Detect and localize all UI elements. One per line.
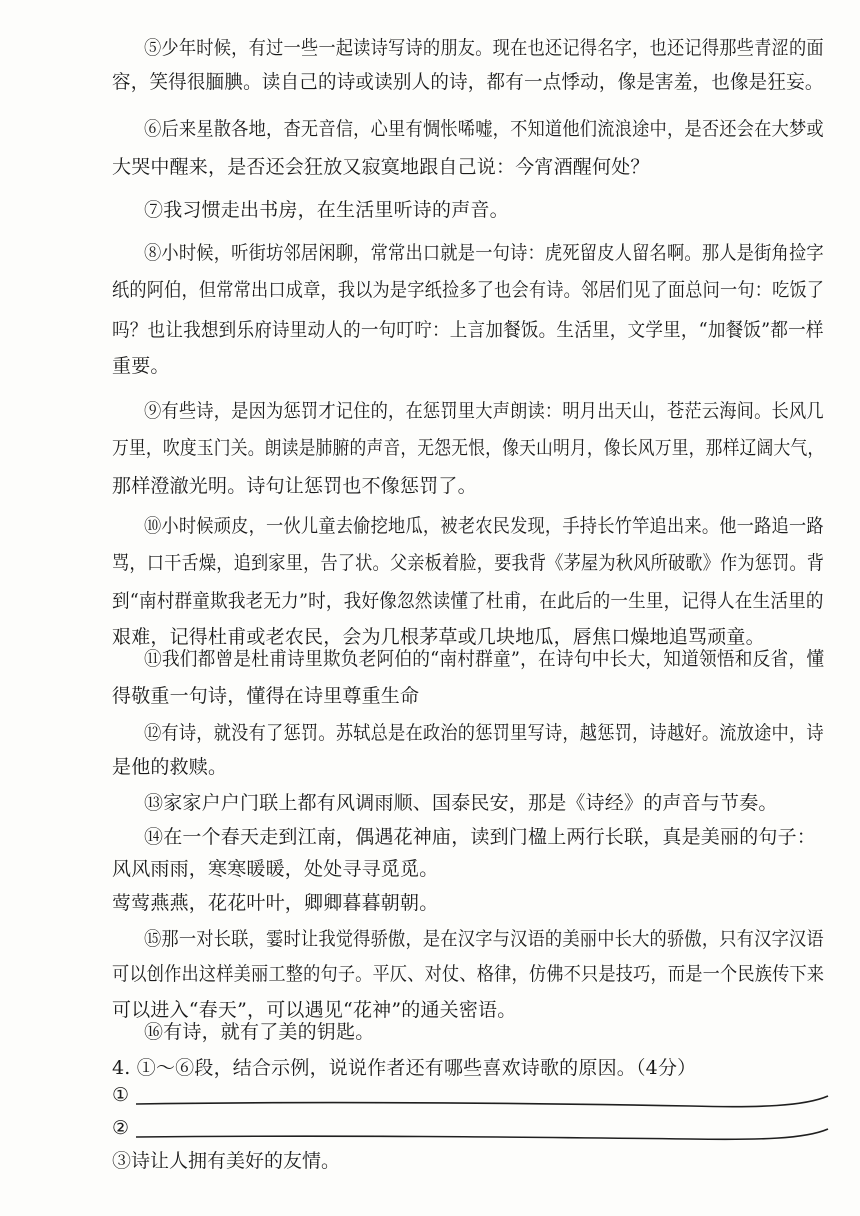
- paragraph-line: ⑧小时候，听街坊邻居闲聊，常常出口就是一句诗：虎死留皮人留名啊。那人是街角捡字: [144, 242, 824, 264]
- paragraph-line: 可以进入“春天”，可以遇见“花神”的通关密语。: [112, 999, 517, 1021]
- paragraph-line: ⑩小时候顽皮，一伙儿童去偷挖地瓜，被老农民发现，手持长竹竿追出来。他一路追一路: [144, 515, 824, 537]
- paragraph-line: ⑭在一个春天走到江南，偶遇花神庙，读到门楹上两行长联，真是美丽的句子：: [144, 826, 817, 848]
- paragraph-line: 艰难，记得杜甫或老农民，会为几根茅草或几块地瓜，唇焦口燥地追骂顽童。: [112, 626, 765, 648]
- answer-2-label: ②: [112, 1117, 130, 1139]
- answer-3-text: ③诗让人拥有美好的友情。: [112, 1150, 341, 1172]
- paragraph-line: ⑨有些诗，是因为惩罚才记住的，在惩罚里大声朗读：明月出天山，苍茫云海间。长风几: [144, 400, 824, 422]
- paragraph-line: 重要。: [112, 355, 170, 377]
- paragraph-line: 万里，吹度玉门关。朗读是肺腑的声音，无怨无恨，像天山明月，像长风万里，那样辽阔大气，: [112, 437, 825, 459]
- paragraph-line: ⑬家家户户门联上都有风调雨顺、国泰民安，那是《诗经》的声音与节奏。: [144, 792, 778, 814]
- paragraph-line: ⑤少年时候，有过一些一起读诗写诗的朋友。现在也还记得名字，也还记得那些青涩的面: [144, 37, 824, 59]
- paragraph-line: 骂，口干舌燥，追到家里，告了状。父亲板着脸，要我背《茅屋为秋风所破歌》作为惩罚。背: [112, 552, 825, 574]
- paragraph-line: ⑮那一对长联，霎时让我觉得骄傲，是在汉字与汉语的美丽中长大的骄傲，只有汉字汉语: [144, 928, 824, 950]
- paragraph-line: 容，笑得很腼腆。读自己的诗或读别人的诗，都有一点悸动，像是害羞，也像是狂妄。: [112, 71, 824, 93]
- answer-1-label: ①: [112, 1084, 130, 1106]
- paragraph-line: ⑯有诗，就有了美的钥匙。: [144, 1021, 375, 1043]
- paragraph-line: 那样澄澈光明。诗句让惩罚也不像惩罚了。: [112, 475, 477, 497]
- paragraph-line: 可以创作出这样美丽工整的句子。平仄、对仗、格律，仿佛不只是技巧，而是一个民族传下来: [112, 963, 825, 985]
- paragraph-line: 莺莺燕燕，花花叶叶，卿卿暮暮朝朝。: [112, 892, 439, 914]
- answer-1-blank[interactable]: [136, 1080, 826, 1108]
- paragraph-line: 得敬重一句诗，懂得在诗里尊重生命: [112, 685, 420, 707]
- answer-2-blank[interactable]: [136, 1113, 826, 1141]
- paragraph-line: 到“南村群童欺我老无力”时，我好像忽然读懂了杜甫，在此后的一生里，记得人在生活里的: [112, 590, 824, 612]
- paragraph-line: ⑪我们都曾是杜甫诗里欺负老阿伯的“南村群童”，在诗句中长大，知道领悟和反省，懂: [144, 648, 825, 670]
- paragraph-line: ⑫有诗，就没有了惩罚。苏轼总是在政治的惩罚里写诗，越惩罚，诗越好。流放途中，诗: [144, 722, 824, 744]
- paragraph-line: ⑦我习惯走出书房，在生活里听诗的声音。: [144, 199, 509, 221]
- question-4-prompt: 4. ①～⑥段，结合示例，说说作者还有哪些喜欢诗歌的原因。（4分）: [112, 1057, 697, 1079]
- paragraph-line: ⑥后来星散各地，杳无音信，心里有惆怅唏嘘，不知道他们流浪途中，是否还会在大梦或: [144, 118, 824, 140]
- paragraph-line: 吗？也让我想到乐府诗里动人的一句叮咛：上言加餐饭。生活里，文学里，“加餐饭”都一样: [112, 319, 824, 341]
- paragraph-line: 是他的救赎。: [112, 756, 228, 778]
- paragraph-line: 纸的阿伯，但常常出口成章，我以为是字纸捡多了也会有诗。邻居们见了面总问一句：吃饭了: [112, 279, 825, 301]
- paragraph-line: 大哭中醒来，是否还会狂放又寂寞地跟自己说：今宵酒醒何处？: [112, 156, 650, 178]
- paragraph-line: 风风雨雨，寒寒暖暖，处处寻寻觅觅。: [112, 858, 439, 880]
